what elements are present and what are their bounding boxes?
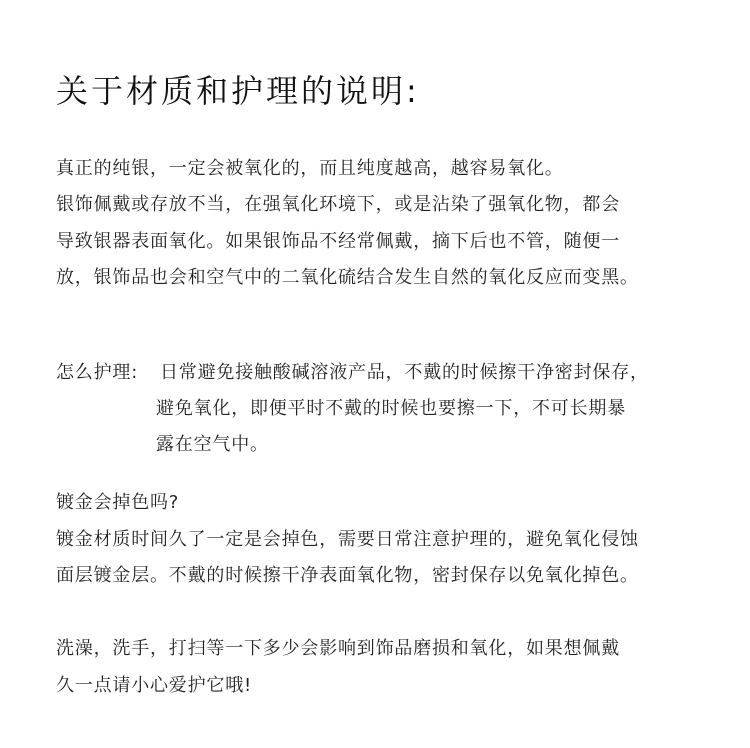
care-line-1: 日常避免接触酸碱溶液产品，不戴的时候擦干净密封保存， [160, 362, 649, 383]
plating-line-1: 镀金材质时间久了一定是会掉色，需要日常注意护理的，避免氧化侵蚀 [56, 529, 639, 550]
intro-line-4: 放，银饰品也会和空气中的二氧化硫结合发生自然的氧化反应而变黑。 [56, 267, 639, 288]
washing-line-1: 洗澡，洗手，打扫等一下多少会影响到饰品磨损和氧化，如果想佩戴 [56, 638, 620, 659]
care-label: 怎么护理: [56, 362, 139, 383]
page-title: 关于材质和护理的说明: [56, 72, 420, 110]
intro-line-3: 导致银器表面氧化。如果银饰品不经常佩戴，摘下后也不管，随便一 [56, 231, 620, 252]
plating-line-2: 面层镀金层。不戴的时候擦干净表面氧化物，密封保存以免氧化掉色。 [56, 565, 639, 586]
care-line-3: 露在空气中。 [156, 434, 269, 455]
care-line-2: 避免氧化，即便平时不戴的时候也要擦一下，不可长期暴 [156, 398, 626, 419]
intro-line-2: 银饰佩戴或存放不当，在强氧化环境下，或是沾染了强氧化物，都会 [56, 194, 620, 215]
washing-line-2: 久一点请小心爱护它哦! [56, 675, 253, 696]
plating-question: 镀金会掉色吗? [56, 492, 180, 513]
intro-line-1: 真正的纯银，一定会被氧化的，而且纯度越高，越容易氧化。 [56, 158, 564, 179]
